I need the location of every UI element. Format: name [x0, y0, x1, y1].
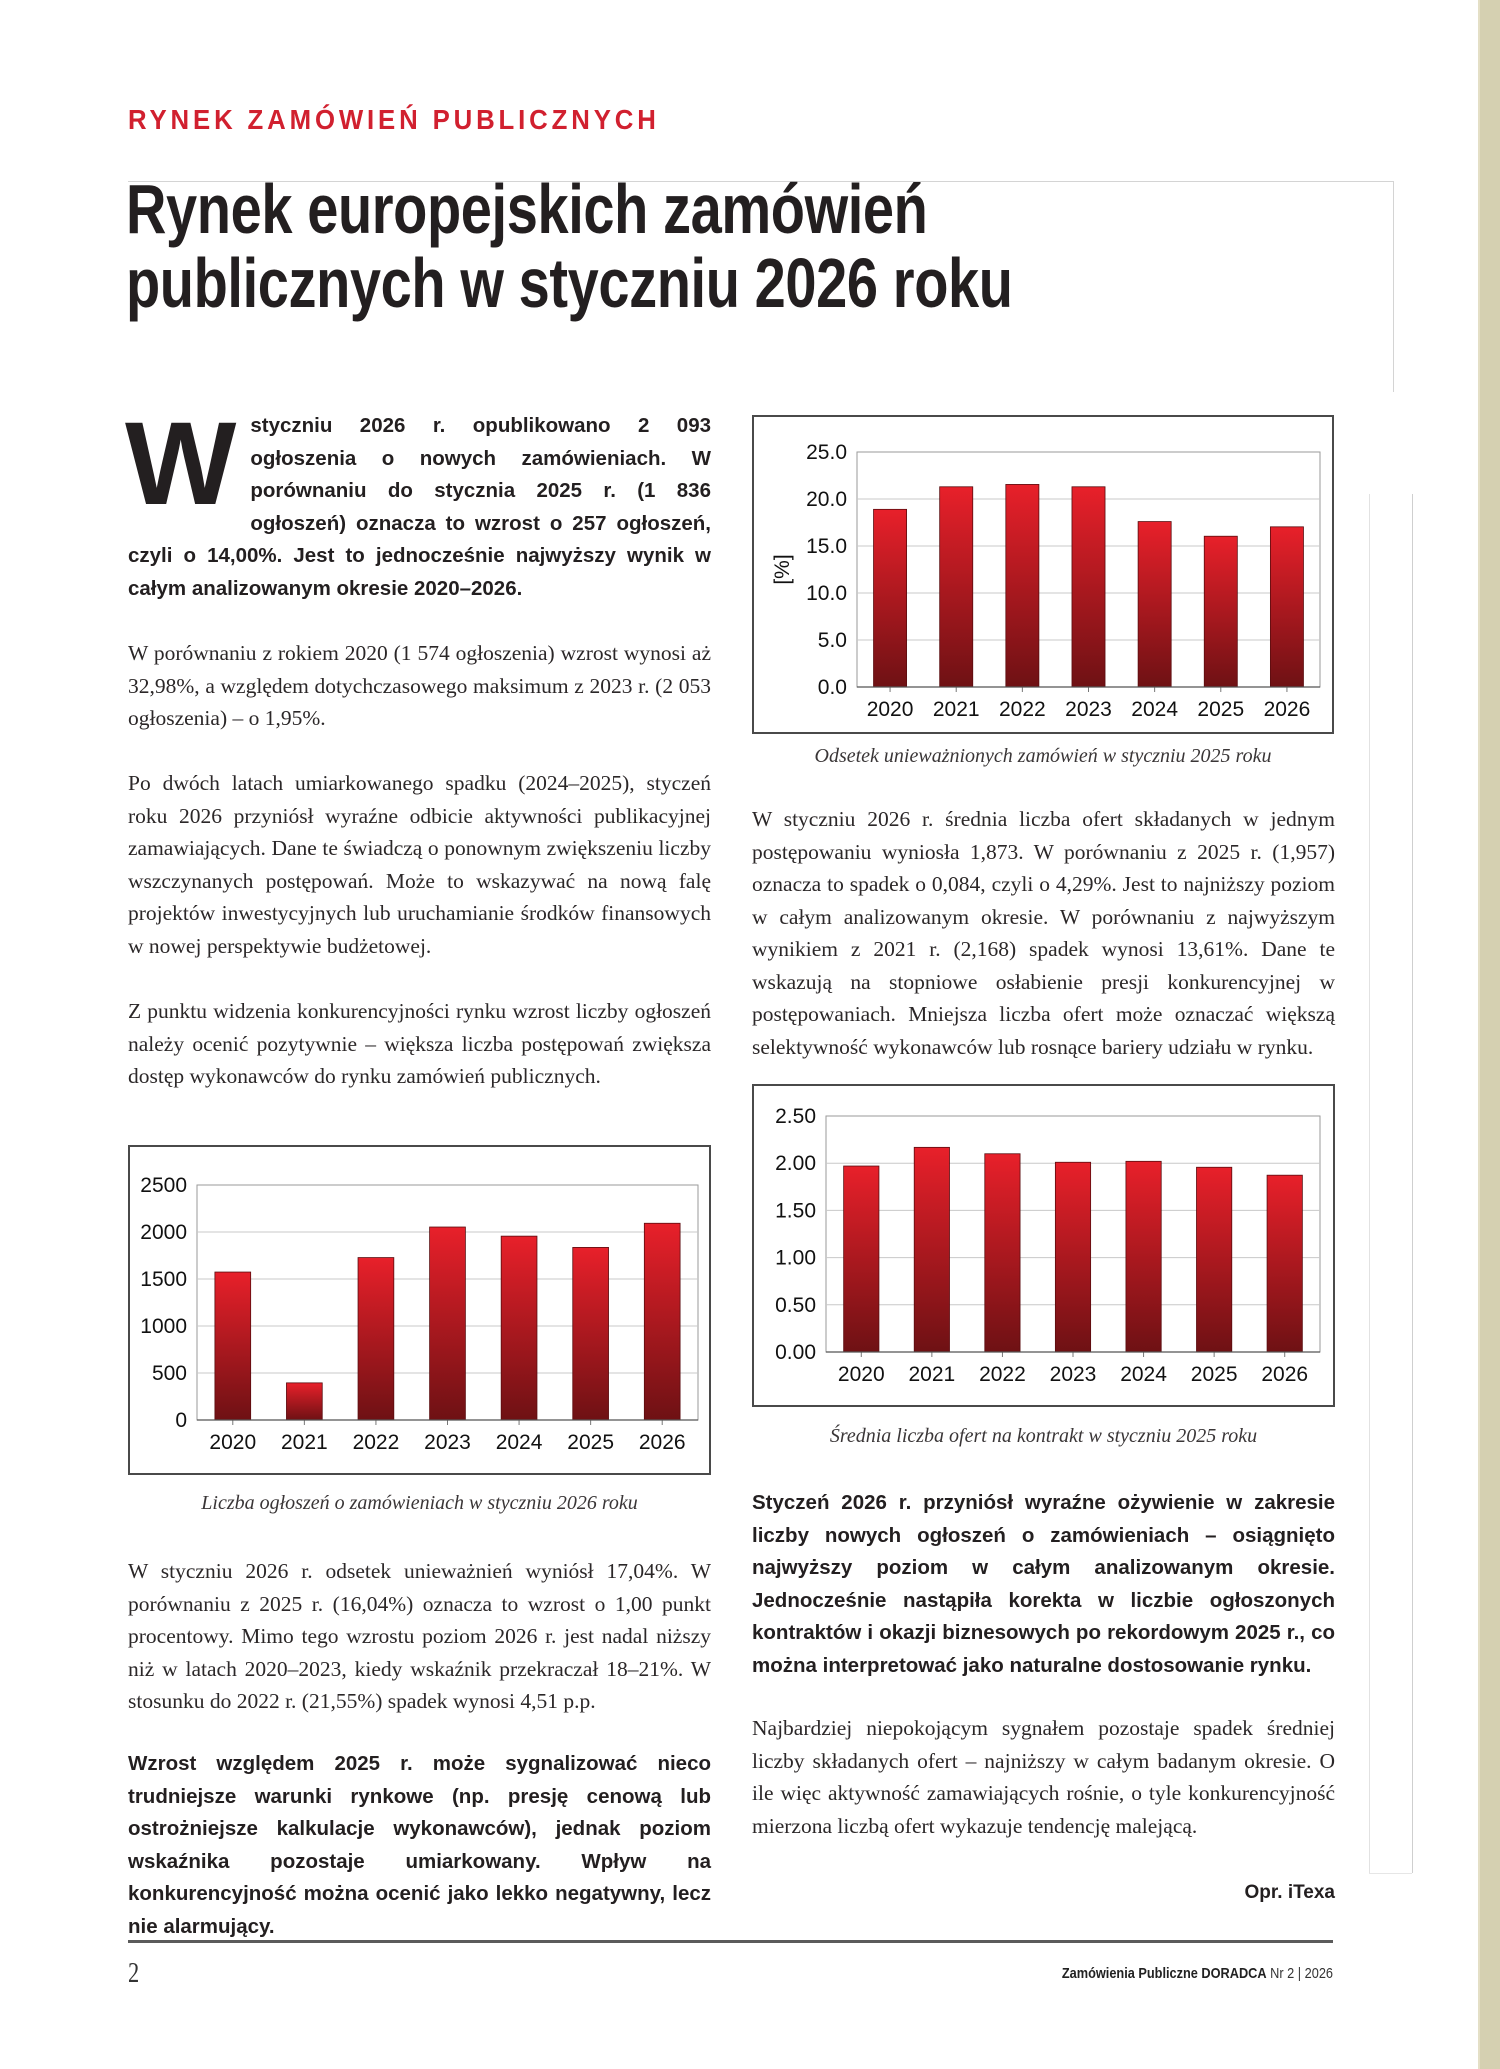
publication-name: Zamówienia Publiczne DORADCA [1061, 1965, 1267, 1982]
issue-year: 2026 [1304, 1965, 1333, 1982]
bar-2024 [501, 1236, 537, 1420]
drop-cap: W [125, 398, 237, 530]
bar-2025 [1197, 1167, 1232, 1352]
x-tick-label: 2022 [998, 698, 1046, 721]
chart-avg-offers-caption: Średnia liczba ofert na kontrakt w styczniu 2025 roku [829, 1425, 1258, 1447]
bold-summary: Styczeń 2026 r. przyniósł wyraźne ożywienie w zakresie liczby nowych ogłoszeń o zamówieniach – osiągnięto najwyższy poziom w całym analizowanym okresie. Jednocześnie nastąpiła korekta w liczbie ogłoszonych kontraktów i okazji biznesowych po rekordowym 2025 r., co można interpretować jako naturalne dostosowanie rynku. [752, 1491, 1335, 1677]
y-tick-label: 1.50 [775, 1199, 816, 1223]
lead-text: styczniu 2026 r. opublikowano 2 093 ogłoszenia o nowych zamówieniach. W porównaniu do stycznia 2025 r. (1 836 ogłoszeń) oznacza to wzrost o 257 ogłoszeń, czyli o 14,00%. Jest to jednocześnie najwyższy wynik w całym analizowanym okresie 2020–2026. [128, 414, 711, 600]
section-label: RYNEK ZAMÓWIEŃ PUBLICZNYCH [128, 104, 660, 135]
y-tick-label: 20.0 [806, 488, 847, 511]
chart-cancellation-svg [754, 417, 1336, 736]
x-tick-label: 2020 [209, 1431, 257, 1454]
x-tick-label: 2022 [352, 1431, 400, 1454]
lead-paragraph [125, 398, 711, 605]
body-paragraph-3: Z punktu widzenia konkurencyjności rynku wzrost liczby ogłoszeń należy ocenić pozytywnie – większa liczba postępowań zwiększa dostęp wykonawców do rynku zamówień publicznych. [128, 999, 711, 1088]
bar-2024 [1126, 1161, 1161, 1352]
y-tick-label: 1000 [140, 1315, 187, 1338]
chart-cancellation-caption: Odsetek unieważnionych zamówień w styczniu 2025 roku [814, 745, 1272, 767]
bar-2025 [1204, 536, 1237, 687]
x-tick-label: 2025 [1197, 698, 1245, 721]
y-tick-label: 0 [175, 1409, 187, 1432]
article-title-line-2: publicznych w styczniu 2026 roku [126, 244, 1013, 322]
title-frame-right-rule [1393, 181, 1394, 392]
y-tick-label: 15.0 [806, 535, 847, 558]
bar-2021 [914, 1147, 949, 1352]
body-paragraph-2: Po dwóch latach umiarkowanego spadku (2024–2025), styczeń roku 2026 przyniósł wyraźne odbicie aktywności publikacyjnej zamawiających. Dane te świadczą o ponownym zwiększeniu liczby wszczynanych postępowań. Może to wskazywać na nową falę projektów inwestycyjnych lub uruchamianie środków finansowych w nowej perspektywie budżetowej. [128, 771, 711, 958]
margin-rule-inner [1369, 494, 1370, 1873]
bar-2021 [940, 487, 973, 687]
y-tick-label: 2.50 [775, 1105, 816, 1128]
bar-2020 [874, 509, 907, 687]
y-tick-label: 2500 [140, 1174, 187, 1197]
y-tick-label: 2000 [140, 1221, 187, 1244]
y-tick-label: 2.00 [775, 1152, 816, 1176]
issue-number: Nr 2 [1270, 1965, 1295, 1982]
x-tick-label: 2025 [567, 1431, 615, 1454]
bar-2020 [215, 1272, 251, 1420]
x-tick-label: 2023 [424, 1431, 471, 1454]
chart-avg-offers [752, 1084, 1335, 1407]
x-tick-label: 2021 [280, 1431, 328, 1454]
chart-notices-svg [130, 1147, 713, 1477]
x-tick-label: 2024 [495, 1431, 543, 1454]
bar-2023 [1072, 487, 1105, 687]
x-tick-label: 2021 [932, 698, 980, 721]
x-tick-label: 2020 [866, 698, 914, 721]
y-tick-label: 5.0 [817, 629, 847, 652]
chart-avg-offers-svg [754, 1086, 1337, 1409]
bar-2022 [358, 1258, 394, 1420]
body-paragraph-1: W porównaniu z rokiem 2020 (1 574 ogłoszenia) wzrost wynosi aż 32,98%, a względem dotychczasowego maksimum z 2023 r. (2 053 ogłoszenia) – o 1,95%. [128, 641, 711, 730]
y-tick-label: 0.50 [775, 1293, 816, 1317]
y-tick-label: 1500 [140, 1268, 187, 1291]
x-tick-label: 2026 [638, 1431, 686, 1454]
footer-separator: | [1297, 1965, 1302, 1982]
chart-cancellation-rate [752, 415, 1334, 734]
y-tick-label: 25.0 [806, 441, 847, 464]
bar-2022 [985, 1154, 1020, 1352]
bar-2023 [1055, 1162, 1090, 1352]
y-tick-label: 500 [151, 1362, 187, 1385]
article-title [126, 172, 1013, 320]
y-axis-title: [%] [771, 554, 794, 585]
bar-2020 [844, 1166, 879, 1352]
x-tick-label: 2020 [837, 1363, 885, 1386]
right-paragraph-1: W styczniu 2026 r. średnia liczba ofert składanych w jednym postępowaniu wyniosła 1,873. W porównaniu z 2025 r. (1,957) oznacza to spadek o 0,084, czyli o 4,29%. Jest to najniższy poziom w całym analizowanym okresie. W porównaniu z najwyższym wynikiem z 2021 r. (2,168) spadek wynosi 13,61%. Dane te wskazują na stopniowe osłabienie presji konkurencyjnej w postępowaniach. Mniejsza liczba ofert może oznaczać większą selektywność wykonawców lub rosnące bariery udziału w rynku. [752, 807, 1335, 1059]
x-tick-label: 2024 [1120, 1363, 1167, 1386]
x-tick-label: 2023 [1065, 698, 1112, 721]
x-tick-label: 2024 [1131, 698, 1179, 721]
bar-2026 [1270, 527, 1303, 687]
chart-notices-caption: Liczba ogłoszeń o zamówieniach w styczniu 2026 roku [201, 1492, 638, 1514]
bar-2026 [1267, 1175, 1302, 1352]
footer-publication [1062, 1965, 1333, 1982]
x-tick-label: 2026 [1261, 1363, 1309, 1386]
y-tick-label: 0.0 [817, 676, 847, 699]
x-tick-label: 2022 [979, 1363, 1026, 1386]
bar-2026 [644, 1223, 680, 1420]
bar-2025 [573, 1247, 609, 1420]
y-tick-label: 0.00 [775, 1341, 816, 1364]
bar-2024 [1138, 522, 1171, 687]
chart-notices-count [128, 1145, 711, 1475]
page-number: 2 [128, 1958, 140, 1989]
footer-rule [128, 1940, 1333, 1943]
bar-2021 [286, 1383, 322, 1420]
article-title-line-1: Rynek europejskich zamówień [126, 170, 928, 248]
bold-conclusion: Wzrost względem 2025 r. może sygnalizować nieco trudniejsze warunki rynkowe (np. presję cenową lub ostrożniejsze kalkulacje wykonawców), jednak poziom wskaźnika pozostaje umiarkowany. Wpływ na konkurencyjność można ocenić jako lekko negatywny, lecz nie alarmujący. [128, 1752, 711, 1938]
closing-paragraph: Najbardziej niepokojącym sygnałem pozostaje spadek średniej liczby składanych ofert – najniższy w całym badanym okresie. O ile więc aktywność zamawiających rośnie, o tyle konkurencyjność mierzona liczbą ofert wykazuje tendencję malejącą. [752, 1716, 1335, 1838]
x-tick-label: 2021 [908, 1363, 956, 1386]
margin-rule-outer [1412, 494, 1413, 1873]
bar-2023 [430, 1227, 466, 1420]
x-tick-label: 2023 [1049, 1363, 1097, 1386]
y-tick-label: 1.00 [775, 1246, 816, 1270]
author-signature: Opr. iTexa [1244, 1882, 1335, 1903]
margin-rule-bottom [1369, 1873, 1412, 1874]
y-tick-label: 10.0 [806, 582, 847, 605]
bar-2022 [1006, 484, 1039, 687]
body-paragraph-4: W styczniu 2026 r. odsetek unieważnień wyniósł 17,04%. W porównaniu z 2025 r. (16,04%) oznacza to wzrost o 1,00 punkt procentowy. Mimo tego wzrostu poziom 2026 r. jest nadal niższy niż w latach 2020–2023, kiedy wskaźnik przekraczał 18–21%. W stosunku do 2022 r. (21,55%) spadek wynosi 4,51 p.p. [128, 1559, 711, 1713]
page-edge-strip [1478, 0, 1500, 2069]
x-tick-label: 2026 [1263, 698, 1311, 721]
x-tick-label: 2025 [1190, 1363, 1238, 1386]
